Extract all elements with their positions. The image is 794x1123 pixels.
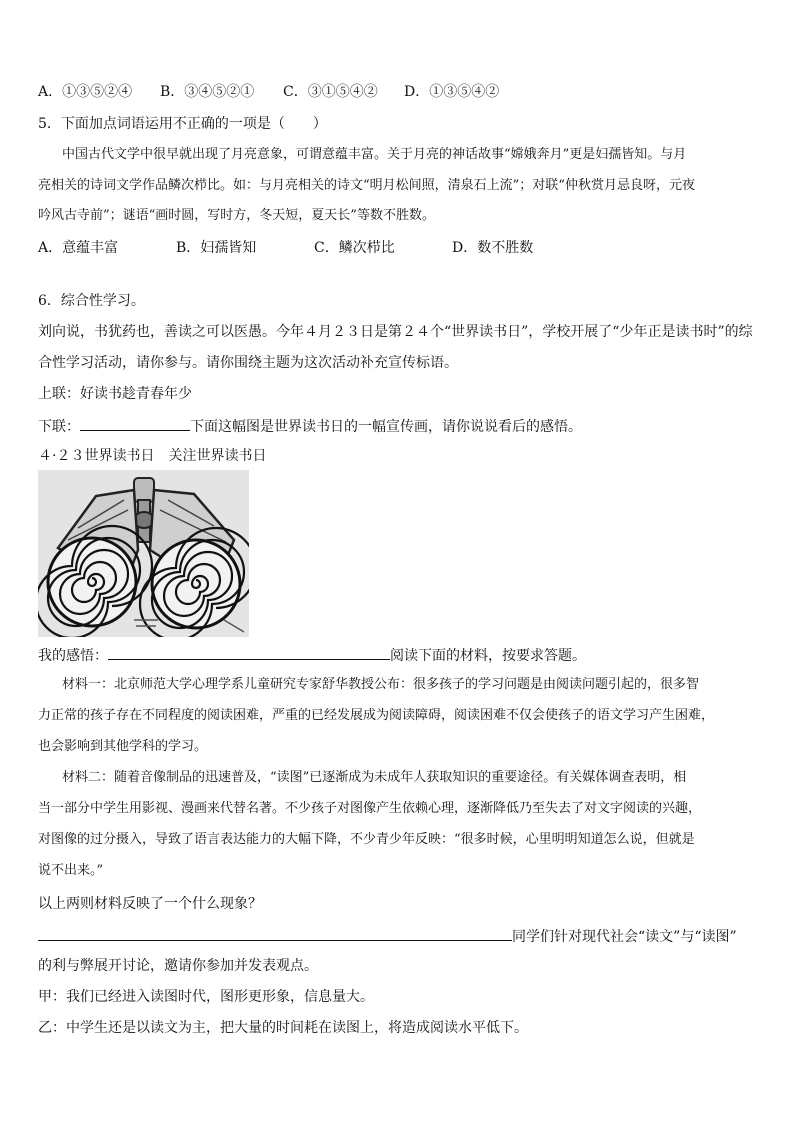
material1-line-1: 材料一：北京师范大学心理学系儿童研究专家舒华教授公布：很多孩子的学习问题是由阅读问题引起的，很多智 <box>62 677 700 692</box>
q4-option-d: D．①③⑤④② <box>404 84 500 100</box>
material1-line-2: 力正常的孩子存在不同程度的阅读困难，严重的已经发展成为阅读障碍，阅读困难不仅会使孩子的语文学习产生困难， <box>38 708 715 723</box>
material2-line-3: 对图像的过分摄入，导致了语言表达能力的大幅下降，不少青少年反映：“很多时候，心里明明知道怎么说，但就是 <box>38 832 695 847</box>
q5-option-c: C．鳞次栉比 <box>314 240 395 256</box>
couplet-down-row <box>38 415 758 437</box>
binoculars-scroll-icon <box>38 470 249 637</box>
q6-title: 6．综合性学习。 <box>38 293 145 309</box>
poster-caption: ４·２３世界读书日 关注世界读书日 <box>38 448 267 464</box>
opinion-jia: 甲：我们已经进入读图时代，图形更形象，信息量大。 <box>38 989 374 1005</box>
q5-option-d: D．数不胜数 <box>452 240 534 256</box>
q5-passage-line-3: 吟风古寺前”；谜语“画时圆，写时方，冬天短，夏天长”等数不胜数。 <box>38 208 435 223</box>
q5-options <box>38 238 758 258</box>
couplet-down-blank[interactable] <box>80 415 190 431</box>
q5-stem: 5．下面加点词语运用不正确的一项是（ ） <box>38 116 327 132</box>
q6-intro-line-2: 合性学习活动，请你参与。请你围绕主题为这次活动补充宣传标语。 <box>38 355 458 371</box>
opinion-yi: 乙：中学生还是以读文为主，把大量的时间耗在读图上，将造成阅读水平低下。 <box>38 1020 528 1036</box>
phenomenon-blank[interactable] <box>38 925 512 941</box>
discussion-after: 同学们针对现代社会“读文”与“读图” <box>512 929 737 945</box>
q4-option-c: C．③①⑤④② <box>283 84 378 100</box>
q6-question: 以上两则材料反映了一个什么现象？ <box>38 896 262 912</box>
q5-passage-line-1: 中国古代文学中很早就出现了月亮意象，可谓意蕴丰富。关于月亮的神话故事“嫦娥奔月”更是妇孺皆知。与月 <box>62 147 687 162</box>
couplet-down-after: 下面这幅图是世界读书日的一幅宣传画，请你说说看后的感悟。 <box>190 419 582 435</box>
q4-options <box>38 82 758 102</box>
material2-line-1: 材料二：随着音像制品的迅速普及，“读图”已逐渐成为未成年人获取知识的重要途径。有关媒体调查表明，相 <box>62 770 687 785</box>
q5-option-b: B．妇孺皆知 <box>176 240 257 256</box>
q4-option-b: B．③④⑤②① <box>160 84 255 100</box>
couplet-down-label: 下联： <box>38 419 80 435</box>
feeling-label: 我的感悟： <box>38 648 108 664</box>
q6-intro-line-1: 刘向说，书犹药也，善读之可以医愚。今年４月２３日是第２４个“世界读书日”，学校开展了“少年正是读书时”的综 <box>38 324 753 340</box>
discussion-cont: 的利与弊展开讨论，邀请你参加并发表观点。 <box>38 958 318 974</box>
q5-option-a: A．意蕴丰富 <box>38 240 119 256</box>
feeling-row <box>38 644 758 666</box>
q4-option-a: A．①③⑤②④ <box>38 84 133 100</box>
q5-passage-line-2: 亮相关的诗词文学作品鳞次栉比。如：与月亮相关的诗文“明月松间照，清泉石上流”；对联“仲秋赏月忌良呀，元夜 <box>38 178 695 193</box>
feeling-after: 阅读下面的材料，按要求答题。 <box>390 648 586 664</box>
material2-line-4: 说不出来。” <box>38 863 104 878</box>
discussion-row <box>38 925 758 947</box>
couplet-up: 上联：好读书趁青春年少 <box>38 386 192 402</box>
feeling-blank[interactable] <box>108 644 390 660</box>
material1-line-3: 也会影响到其他学科的学习。 <box>38 739 208 754</box>
material2-line-2: 当一部分中学生用影视、漫画来代替名著。不少孩子对图像产生依赖心理，逐渐降低乃至失去了对文字阅读的兴趣， <box>38 801 702 816</box>
